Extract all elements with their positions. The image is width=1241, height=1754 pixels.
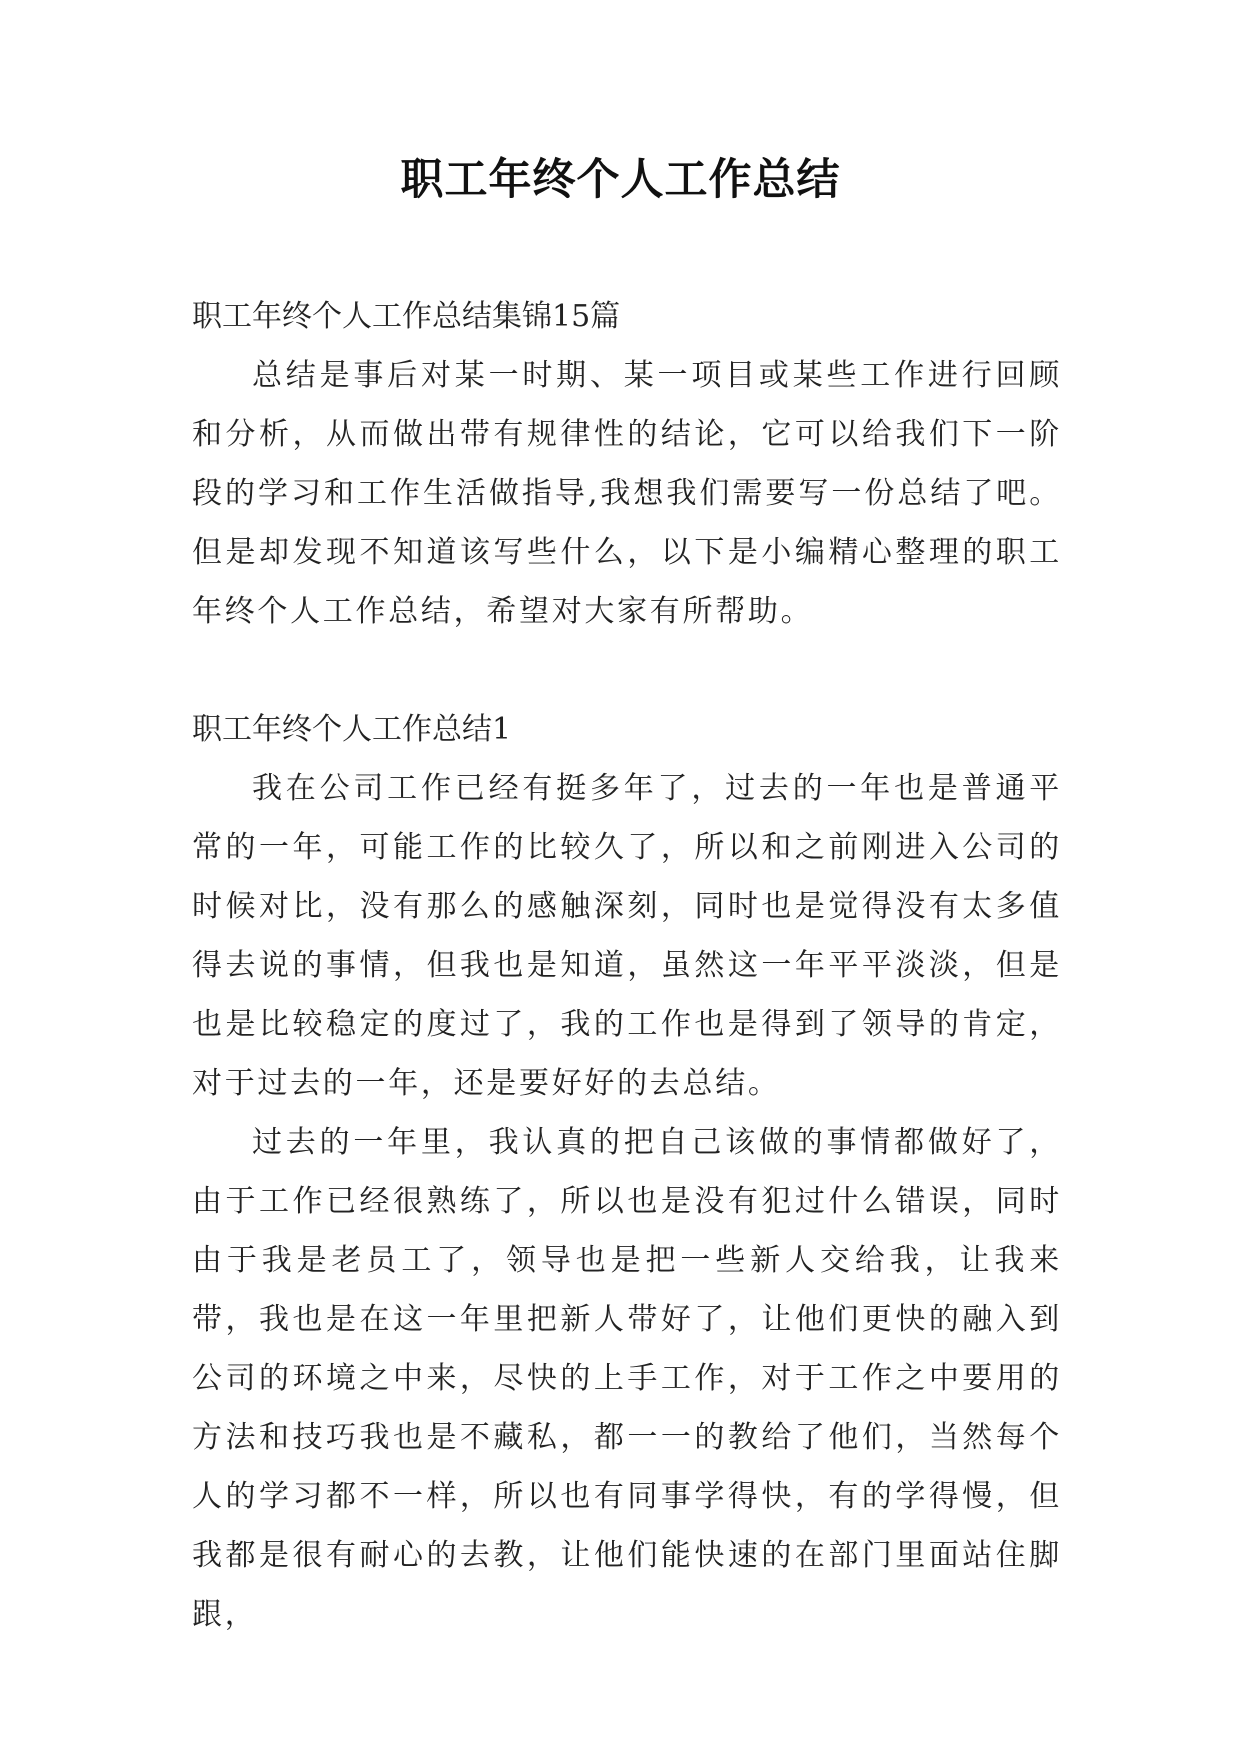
intro-paragraph: 总结是事后对某一时期、某一项目或某些工作进行回顾和分析，从而做出带有规律性的结论，它可以给我们下一阶段的学习和工作生活做指导,我想我们需要写一份总结了吧。但是却发现不知道该写些什么，以下是小编精心整理的职工年终个人工作总结，希望对大家有所帮助。 [192, 358, 1062, 629]
body-paragraph: 过去的一年里，我认真的把自己该做的事情都做好了，由于工作已经很熟练了，所以也是没有犯过什么错误，同时由于我是老员工了，领导也是把一些新人交给我，让我来带，我也是在这一年里把新人带好了，让他们更快的融入到公司的环境之中来，尽快的上手工作，对于工作之中要用的方法和技巧我也是不藏私，都一一的教给了他们，当然每个人的学习都不一样，所以也有同事学得快，有的学得慢，但我都是很有耐心的去教，让他们能快速的在部门里面站住脚跟， [192, 1125, 1062, 1632]
section-spacer [192, 641, 1062, 700]
body-paragraph: 我在公司工作已经有挺多年了，过去的一年也是普通平常的一年，可能工作的比较久了，所以和之前刚进入公司的时候对比，没有那么的感触深刻，同时也是觉得没有太多值得去说的事情，但我也是知道，虽然这一年平平淡淡，但是也是比较稳定的度过了，我的工作也是得到了领导的肯定，对于过去的一年，还是要好好的去总结。 [192, 771, 1062, 1101]
document-title: 职工年终个人工作总结 [400, 155, 841, 205]
document-body [192, 287, 1062, 1644]
section-heading: 职工年终个人工作总结1 [192, 712, 512, 747]
document-subtitle: 职工年终个人工作总结集锦15篇 [192, 299, 621, 334]
